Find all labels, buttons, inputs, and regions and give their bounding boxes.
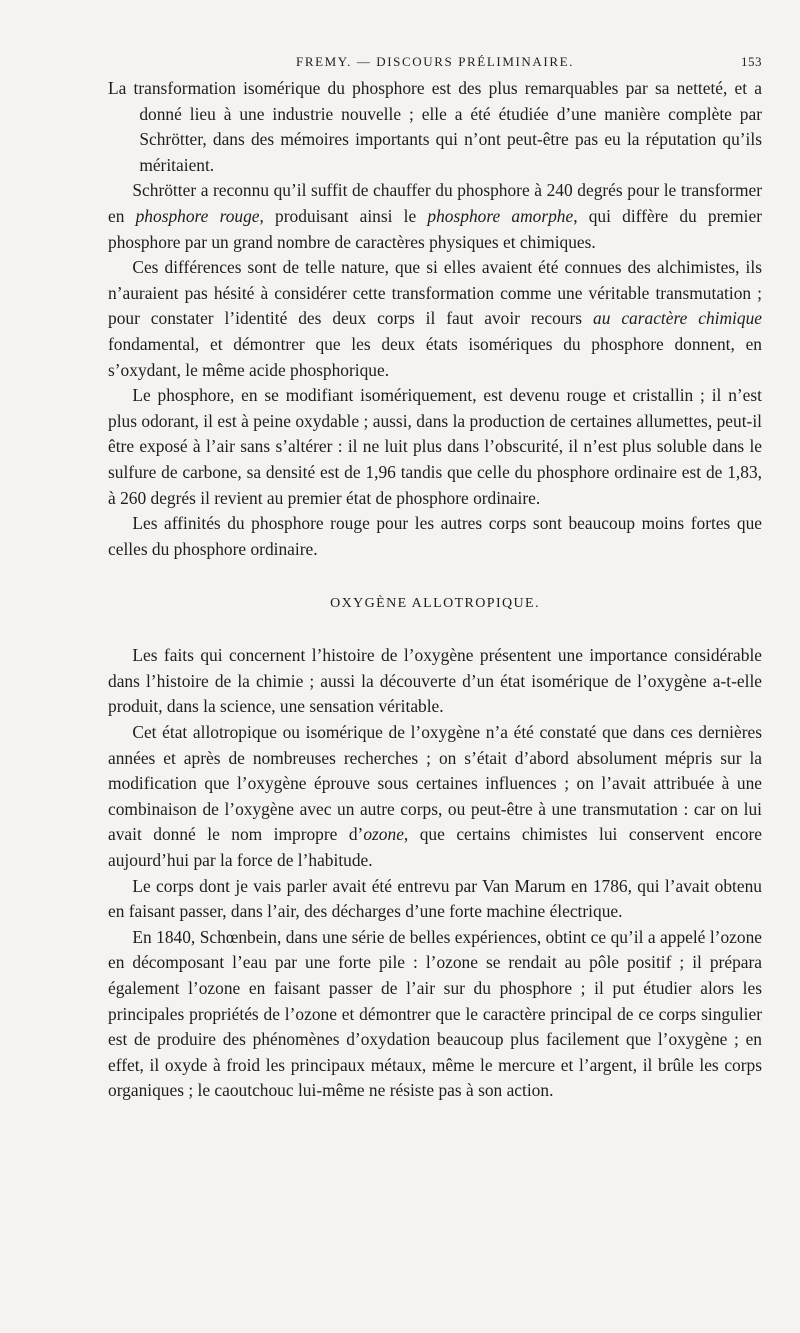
paragraph bbox=[108, 255, 762, 383]
italic-term: au caractère chimique bbox=[593, 308, 763, 329]
main-text bbox=[108, 76, 762, 1104]
italic-term: phosphore rouge bbox=[135, 205, 260, 226]
italic-term: phosphore amorphe bbox=[427, 205, 574, 226]
italic-term: ozone bbox=[363, 824, 404, 845]
text-run: Ces différences sont de telle nature, que si elles avaient été connues des alchimistes, ils n’auraient pas hésité à considérer cette transformation comme une véritable transmutation ; pour constater l’identité des deux corps il faut avoir recours bbox=[108, 257, 762, 329]
text-run: , produisant ainsi le bbox=[259, 205, 428, 226]
paragraph: Les faits qui concernent l’histoire de l’oxygène présentent une importance considérable dans l’histoire de la chimie ; aussi la découverte d’un état isomérique de l’oxygène a-t-elle produit, dans la science, une sensation véritable. bbox=[108, 645, 762, 717]
paragraph: La transformation isomérique du phosphore est des plus remarquables par sa netteté, et a donné lieu à une industrie nouvelle ; elle a été étudiée d’une manière complète par Schrötter, dans des mémoires importants qui n’ont peut-être pas eu la réputation qu’ils méritaient. bbox=[108, 78, 762, 175]
running-header bbox=[108, 50, 762, 76]
text-run: fondamental, et démontrer que les deux états isomériques du phosphore donnent, en s’oxydant, le même acide phosphorique. bbox=[108, 333, 762, 380]
text-run: Cet état allotropique ou isomérique de l’oxygène n’a été constaté que dans ces dernières années et après de nombreuses recherches ; on s’était d’abord absolument mépris sur la modification que l’oxygène éprouve sous certaines influences ; on l’avait attribuée à une combinaison de l’oxygène avec un autre corps, ou peut-être à une transmutation : car on lui avait donné le nom impropre d’ bbox=[108, 722, 762, 845]
text-run: , qui diffère du premier phosphore par un grand nombre de caractères physiques et chimiques. bbox=[108, 205, 762, 252]
page-number: 153 bbox=[741, 54, 762, 69]
text-run: , que certains chimistes lui conservent encore aujourd’hui par la force de l’habitude. bbox=[108, 824, 762, 871]
section-heading: OXYGÈNE ALLOTROPIQUE. bbox=[330, 596, 540, 612]
paragraph bbox=[108, 720, 762, 874]
paragraph: Le phosphore, en se modifiant isomériquement, est devenu rouge et cristallin ; il n’est plus odorant, il est à peine oxydable ; aussi, dans la production de certaines allumettes, peut-il être exposé à l’air sans s’altérer : il ne luit plus dans l’obscurité, il n’est plus soluble dans le sulfure de carbone, sa densité est de 1,96 tandis que celle du phosphore ordinaire est de 1,83, à 260 degrés il revient au premier état de phosphore ordinaire. bbox=[108, 385, 762, 508]
paragraph: Les affinités du phosphore rouge pour les autres corps sont beaucoup moins fortes que celles du phosphore ordinaire. bbox=[108, 513, 762, 559]
paragraph: En 1840, Schœnbein, dans une série de belles expériences, obtint ce qu’il a appelé l’ozone en décomposant l’eau par une forte pile : l’ozone se rendait au pôle positif ; il prépara également l’ozone en faisant passer de l’air sur du phosphore ; il put étudier alors les principales propriétés de l’ozone et démontrer que le caractère principal de ce corps singulier est de produire des phénomènes d’oxydation beaucoup plus facilement que l’oxygène ; en effet, il oxyde à froid les principaux métaux, même le mercure et l’argent, il brûle les corps organiques ; le caoutchouc lui-même ne résiste pas à son action. bbox=[108, 926, 762, 1101]
paragraph: Le corps dont je vais parler avait été entrevu par Van Marum en 1786, qui l’avait obtenu en faisant passer, dans l’air, des décharges d’une forte machine électrique. bbox=[108, 875, 762, 922]
text-run: Schrötter a reconnu qu’il suffit de chauffer du phosphore à 240 degrés pour le transformer en bbox=[108, 180, 762, 226]
book-page bbox=[108, 50, 762, 1104]
running-title: FREMY. — DISCOURS PRÉLIMINAIRE. bbox=[296, 54, 574, 69]
paragraph bbox=[108, 178, 762, 255]
